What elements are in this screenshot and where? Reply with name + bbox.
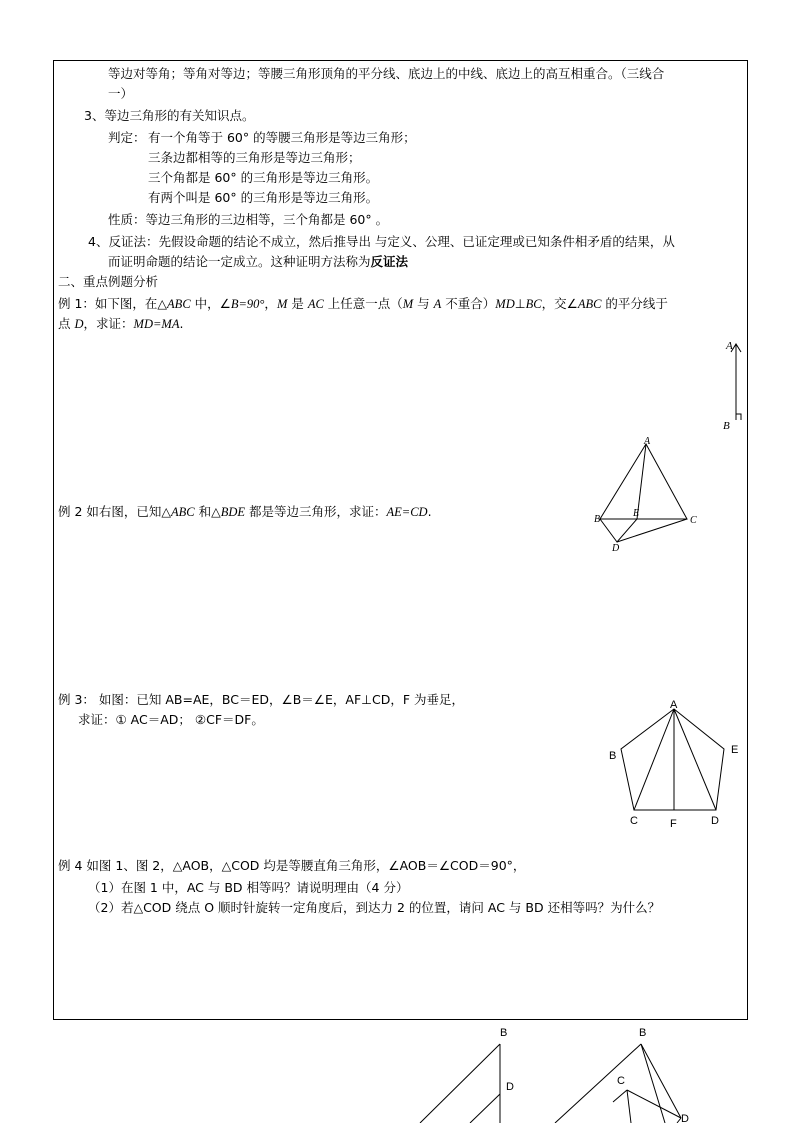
figure-3-label-f: F (670, 818, 677, 830)
figure-3-label-b: B (609, 750, 617, 762)
intro-line-1: 等边对等角；等角对等边；等腰三角形顶角的平分线、底边上的中线、底边上的高互相重合。（三线合 (108, 66, 665, 81)
figure-3-label-c: C (630, 815, 638, 827)
example-4-question-2: （2）若△COD 绕点 O 顺时针旋转一定角度后，到达力 2 的位置，请问 AC 与 BD 还相等吗？为什么？ (88, 900, 661, 915)
figure-4a-diagram (420, 1022, 530, 1123)
figure-1-label-b: B (723, 420, 730, 432)
figure-4b-diagram (555, 1022, 705, 1123)
point4-line-1: 4、反证法：先假设命题的结论不成立，然后推导出 与定义、公理、已证定理或已知条件相矛盾的结果，从 (88, 234, 675, 249)
figure-4b-label-c: C (617, 1075, 625, 1087)
figure-4b-label-b: B (639, 1027, 647, 1039)
example-1-line-1: 例 1：如下图，在△ABC 中，∠B=90°，M 是 AC 上任意一点（M 与 A 不重合）MD⊥BC，交∠ABC 的平分线于 (58, 296, 668, 311)
point3-judge-item: 三个角都是 60° 的三角形是等边三角形。 (148, 170, 379, 185)
example-3-line-1: 例 3： 如图：已知 AB=AE，BC＝ED，∠B＝∠E，AF⊥CD，F 为垂足， (58, 692, 465, 707)
figure-3-label-a: A (670, 699, 678, 711)
figure-4b-label-d: D (681, 1113, 689, 1123)
intro-line-2: 一） (108, 86, 134, 101)
figure-2-label-d: D (612, 543, 620, 554)
figure-4a-label-b: B (500, 1027, 508, 1039)
point3-judge-label: 判定： (108, 130, 146, 145)
figure-4a-label-d: D (506, 1081, 514, 1093)
section-title: 二、重点例题分析 (58, 274, 159, 289)
figure-1-label-a: A (726, 340, 733, 352)
figure-3-diagram (600, 694, 750, 834)
point3-judge-item: 三条边都相等的三角形是等边三角形； (148, 150, 361, 165)
figure-3-label-d: D (711, 815, 719, 827)
figure-1-diagram (718, 336, 748, 436)
example-3-line-2: 求证：① AC＝AD； ②CF＝DF。 (78, 712, 264, 727)
point3-judge-item: 有两个叫是 60° 的三角形是等边三角形。 (148, 190, 379, 205)
point3-judge-item: 有一个角等于 60° 的等腰三角形是等边三角形； (148, 130, 416, 145)
figure-2-diagram (590, 434, 700, 556)
proof-by-contradiction-term: 反证法 (370, 254, 409, 269)
point3-property: 性质：等边三角形的三边相等，三个角都是 60° 。 (108, 212, 389, 227)
point4-line-2: 而证明命题的结论一定成立。这种证明方法称为反证法 (108, 254, 409, 269)
figure-2-label-c: C (690, 515, 697, 526)
figure-2-label-b: B (594, 514, 601, 525)
example-4-line-1: 例 4 如图 1、图 2，△AOB，△COD 均是等腰直角三角形，∠AOB＝∠COD＝90°， (58, 858, 526, 873)
example-2-text: 例 2 如右图，已知△ABC 和△BDE 都是等边三角形，求证：AE=CD. (58, 504, 432, 519)
point3-title: 3、等边三角形的有关知识点。 (84, 108, 255, 123)
figure-2-label-e: E (633, 508, 640, 519)
example-4-question-1: （1）在图 1 中，AC 与 BD 相等吗？请说明理由（4 分） (88, 880, 409, 895)
example-1-line-2: 点 D，求证：MD=MA. (58, 316, 184, 331)
figure-2-label-a: A (644, 436, 651, 447)
figure-3-label-e: E (731, 744, 739, 756)
